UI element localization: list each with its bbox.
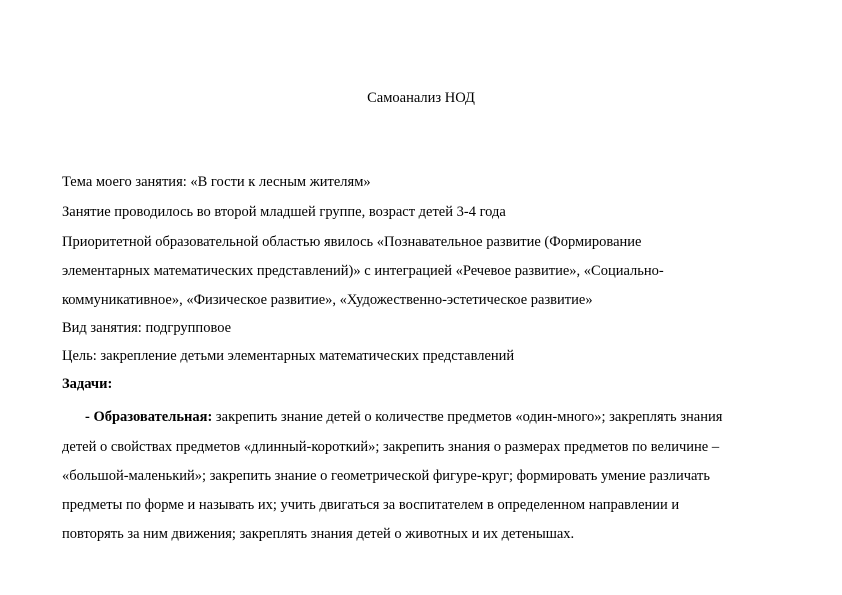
educational-line-2: детей о свойствах предметов «длинный-короткий»; закрепить знания о размерах предметов по величине – [62, 439, 720, 455]
goal-line: Цель: закрепление детьми элементарных математических представлений [62, 348, 515, 364]
group-line: Занятие проводилось во второй младшей группе, возраст детей 3-4 года [62, 204, 506, 220]
topic-line: Тема моего занятия: «В гости к лесным жителям» [62, 174, 371, 190]
priority-line-3: коммуникативное», «Физическое развитие», «Художественно-эстетическое развитие» [62, 292, 593, 308]
educational-text-1: закрепить знание детей о количестве предметов «один-много»; закреплять знания [215, 409, 723, 425]
tasks-heading: Задачи: [62, 376, 113, 392]
educational-line-3: «большой-маленький»; закрепить знание о геометрической фигуре-круг; формировать умение различать [62, 468, 711, 484]
educational-line-4: предметы по форме и называть их; учить двигаться за воспитателем в определенном направлении и [62, 497, 680, 513]
priority-line-1: Приоритетной образовательной областью явилось «Познавательное развитие (Формирование [62, 234, 642, 250]
type-line: Вид занятия: подгрупповое [62, 320, 232, 336]
priority-line-2: элементарных математических представлений)» с интеграцией «Речевое развитие», «Социально- [62, 263, 664, 279]
document-title: Самоанализ НОД [367, 90, 475, 106]
educational-label: - Образовательная: [85, 409, 213, 425]
educational-line-5: повторять за ним движения; закреплять знания детей о животных и их детенышах. [62, 526, 575, 542]
educational-line-1 [85, 408, 722, 426]
